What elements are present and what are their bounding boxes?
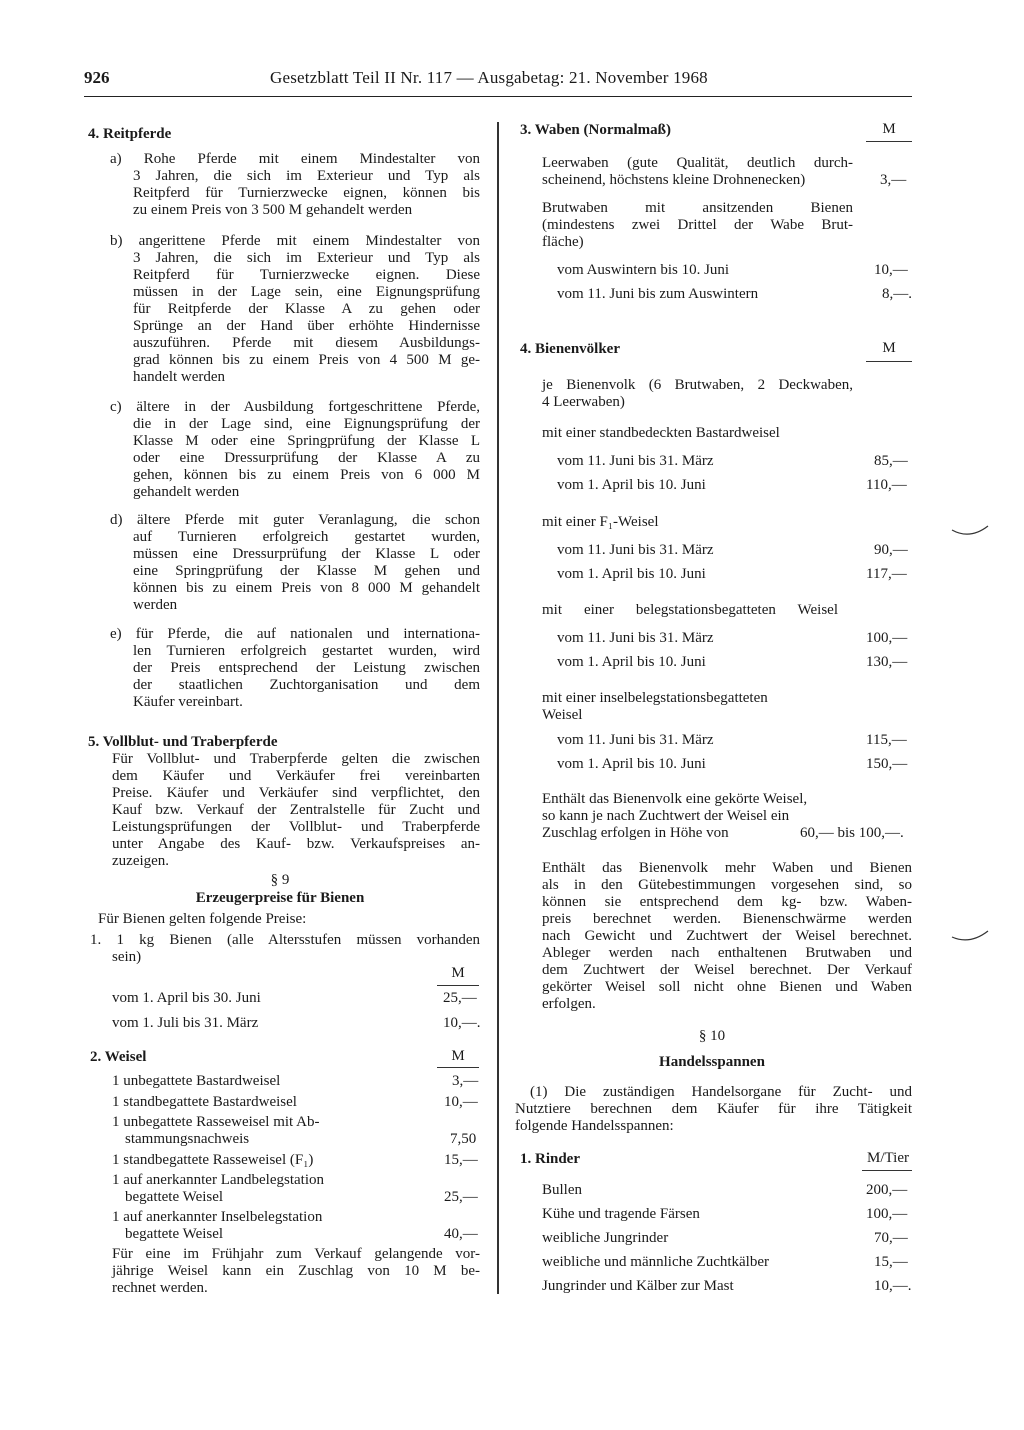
unit-label: M [882,121,896,137]
section-heading: 1. Rinder [520,1151,580,1167]
unit-label: M/Tier [867,1150,909,1166]
price-label: vom 11. Juni bis zum Auswintern [557,286,759,302]
text-line: Preise. Käufer und Verkäufer sind verpflichtet, den [112,785,480,801]
text-line: nach Gewicht und Zuchtwert der Weisel berechnet. [542,928,912,944]
text-line: erfolgen. [542,996,596,1012]
price-label: begattete Weisel [125,1226,224,1242]
price-value: 130,— [866,654,908,670]
price-value: 117,— [866,566,907,582]
group-title: mit einer belegstationsbegatteten Weisel [542,602,838,618]
text-line: der staatlichen Zuchtorganisation und dem [133,677,480,693]
text-line: die in der Lage sind, eine Eignungsprüfung der [133,416,480,432]
text-line: (mindestens zwei Drittel der Wabe Brut- [542,217,853,233]
unit-rule [437,1067,479,1068]
page-title: Gesetzblatt Teil II Nr. 117 — Ausgabetag: 21. November 1968 [270,68,708,87]
text-line: Käufer vereinbart. [133,694,243,710]
price-value: 110,— [866,477,907,493]
text-line: 1. 1 kg Bienen (alle Altersstufen müssen vorhanden [90,932,480,948]
price-label: Kühe und tragende Färsen [542,1206,700,1222]
price-label: Jungrinder und Kälber zur Mast [542,1278,734,1294]
price-label: begattete Weisel [125,1189,224,1205]
margin-mark-icon [950,520,990,544]
unit-rule [437,985,479,986]
section-heading: 5. Vollblut- und Traberpferde [88,734,278,750]
price-label: vom 1. April bis 10. Juni [557,654,706,670]
price-value: 90,— [874,542,908,558]
text-line: 3 Jahren, die sich im Exterieur und Typ als [133,250,480,266]
price-value: 40,— [444,1226,478,1242]
text-line: Klasse M oder eine Springprüfung der Klasse L [133,433,480,449]
price-label: weibliche und männliche Zuchtkälber [542,1254,769,1270]
price-label: vom Auswintern bis 10. Juni [557,262,730,278]
price-label: vom 1. Juli bis 31. März [112,1015,259,1031]
paragraph-title: Handelsspannen [659,1054,765,1070]
text-line: jährige Weisel kann ein Zuschlag von 10 M be- [112,1263,480,1279]
section-heading: 3. Waben (Normalmaß) [520,122,671,138]
paragraph-mark: § 9 [270,872,290,888]
text-line: folgende Handelsspannen: [515,1118,674,1134]
group-title: Weisel [542,707,583,723]
column-divider [497,122,499,1294]
price-label: vom 1. April bis 10. Juni [557,477,706,493]
text-line: scheinend, höchstens kleine Drohnenecken) [542,172,806,188]
text-line: müssen eine Dressurprüfung der Klasse L oder [133,546,480,562]
text-line: Zuschlag erfolgen in Höhe von [542,825,729,841]
text-line: Kauf bzw. Verkauf der Zentralstelle für Zucht und [112,802,480,818]
text-line: Leistungsprüfungen der Vollblut- und Traberpferde [112,819,480,835]
text-line: Enthält das Bienenvolk eine gekörte Weisel, [542,791,808,807]
text-line: Für Bienen gelten folgende Preise: [98,911,307,927]
text-line: unter Angabe des Kauf- bzw. Verkaufspreises an- [112,836,480,852]
price-value: 10,— [444,1094,478,1110]
unit-rule [866,361,912,362]
text-line: als in den Gütebestimmungen vorgesehen sind, so [542,877,912,893]
text-line: grad können bis zu einem Preis von 4 500 M ge- [133,352,480,368]
text-line: c) ältere in der Ausbildung fortgeschrittene Pferde, [110,399,480,415]
price-value: 3,— [880,172,907,188]
text-line: gekörter Weisel soll nicht ohne Bienen und Waben [542,979,912,995]
page-number: 926 [84,68,110,87]
margin-mark-icon [950,925,990,949]
paragraph-title: Erzeugerpreise für Bienen [195,890,365,906]
price-label: 1 unbegattete Bastardweisel [112,1073,281,1089]
unit-rule [866,141,912,142]
price-value: 200,— [866,1182,908,1198]
text-line: a) Rohe Pferde mit einem Mindestalter von [110,151,480,167]
text-line: werden [133,597,178,613]
unit-label: M [882,340,896,356]
price-value: 60,— bis 100,—. [800,825,904,841]
text-line: len Turnieren erfolgreich gestartet wurden, wird [133,643,480,659]
text-line: können sie entsprechend dem kg- bzw. Waben- [542,894,912,910]
text-line: Reitpferd für Turnierzwecke eignen. Diese [133,267,480,283]
paragraph-mark: § 10 [698,1028,726,1044]
price-label: weibliche Jungrinder [542,1230,669,1246]
price-label: stammungsnachweis [125,1131,250,1147]
text-line: rechnet werden. [112,1280,208,1296]
price-value: 3,— [452,1073,479,1089]
price-value: 8,—. [882,286,912,302]
price-value: 10,—. [443,1015,481,1031]
group-title: mit einer standbedeckten Bastardweisel [542,425,780,441]
price-label: vom 11. Juni bis 31. März [557,732,714,748]
price-value: 100,— [866,1206,908,1222]
text-line: Reitpferd für Turnierzwecke eignen, können bis [133,185,480,201]
text-line: d) ältere Pferde mit guter Veranlagung, die schon [110,512,480,528]
text-line: handelt werden [133,369,226,385]
price-label: vom 11. Juni bis 31. März [557,542,714,558]
text-line: zuzeigen. [112,853,170,869]
page-header [84,68,912,97]
price-value: 85,— [874,453,908,469]
text-line: sein) [112,949,142,965]
unit-rule [862,1170,912,1171]
price-label: 1 standbegattete Bastardweisel [112,1094,297,1110]
text-line: eine Springprüfung der Klasse M gehen und [133,563,480,579]
unit-label: M [451,1048,465,1064]
text-line: der Preis entsprechend der Leistung zwischen [133,660,480,676]
price-value: 25,— [444,1189,478,1205]
price-value: 100,— [866,630,908,646]
text-line: b) angerittene Pferde mit einem Mindestalter von [110,233,480,249]
price-value: 15,— [874,1254,908,1270]
text-line: Für Vollblut- und Traberpferde gelten die zwischen [112,751,480,767]
price-label: vom 1. April bis 10. Juni [557,756,706,772]
text-line: Nutztiere berechnen dem Käufer für ihre Tätigkeit [515,1101,912,1117]
price-label: 1 unbegattete Rasseweisel mit Ab- [112,1114,320,1130]
text-line: zu einem Preis von 3 500 M gehandelt werden [133,202,413,218]
price-value: 15,— [444,1152,478,1168]
text-line: auf Turnieren erfolgreich gestartet wurden, [133,529,480,545]
group-title: mit einer inselbelegstationsbegatteten [542,690,768,706]
text-line: Ableger werden nach enthaltenen Brutwaben und [542,945,912,961]
price-label: vom 11. Juni bis 31. März [557,453,714,469]
text-line: fläche) [542,234,584,250]
text-line: Brutwaben mit ansitzenden Bienen [542,200,853,216]
text-line: können bis zu einem Preis von 8 000 M gehandelt [133,580,480,596]
text-line: dem Zuchtwert der Weisel berechnet. Der Verkauf [542,962,912,978]
section-heading: 4. Bienenvölker [520,341,620,357]
price-label: vom 1. April bis 10. Juni [557,566,706,582]
price-label: vom 11. Juni bis 31. März [557,630,714,646]
text-line: müssen in der Lage sein, eine Eignungsprüfung [133,284,480,300]
unit-label: M [451,965,465,981]
text-line: je Bienenvolk (6 Brutwaben, 2 Deckwaben, [542,377,853,393]
text-line: dem Käufer und Verkäufer frei vereinbarten [112,768,480,784]
text-line: 4 Leerwaben) [542,394,625,410]
text-line: oder eine Dressurprüfung der Klasse A zu [133,450,480,466]
text-line: Leerwaben (gute Qualität, deutlich durch- [542,155,853,171]
section-heading: 2. Weisel [90,1049,147,1065]
text-line: gehen, können bis zu einem Preis von 6 000 M [133,467,480,483]
section-heading: 4. Reitpferde [88,126,172,142]
text-line: Für eine im Frühjahr zum Verkauf gelangende vor- [112,1246,480,1262]
text-line: e) für Pferde, die auf nationalen und internationa- [110,626,480,642]
group-title: mit einer F₁-Weisel [542,514,659,530]
text-line: Enthält das Bienenvolk mehr Waben und Bienen [542,860,912,876]
price-label: 1 standbegattete Rasseweisel (F₁) [112,1152,314,1168]
text-line: für Reitpferde der Klasse A zu gehen oder [133,301,480,317]
price-label: 1 auf anerkannter Landbelegstation [112,1172,324,1188]
text-line: so kann je nach Zuchtwert der Weisel ein [542,808,790,824]
text-line: auszuführen. Pferde mit diesem Ausbildungs- [133,335,480,351]
price-value: 10,— [874,262,908,278]
price-value: 10,—. [874,1278,912,1294]
text-line: (1) Die zuständigen Handelsorgane für Zucht- und [530,1084,912,1100]
text-line: preis berechnet werden. Bienenschwärme werden [542,911,912,927]
price-label: 1 auf anerkannter Inselbelegstation [112,1209,323,1225]
price-value: 150,— [866,756,908,772]
price-value: 7,50 [450,1131,477,1147]
price-value: 115,— [866,732,907,748]
text-line: gehandelt werden [133,484,240,500]
price-value: 25,— [443,990,477,1006]
price-value: 70,— [874,1230,908,1246]
text-line: Sprünge an der Hand über erhöhte Hindernisse [133,318,480,334]
text-line: 3 Jahren, die sich im Exterieur und Typ als [133,168,480,184]
price-label: vom 1. April bis 30. Juni [112,990,261,1006]
price-label: Bullen [542,1182,582,1198]
